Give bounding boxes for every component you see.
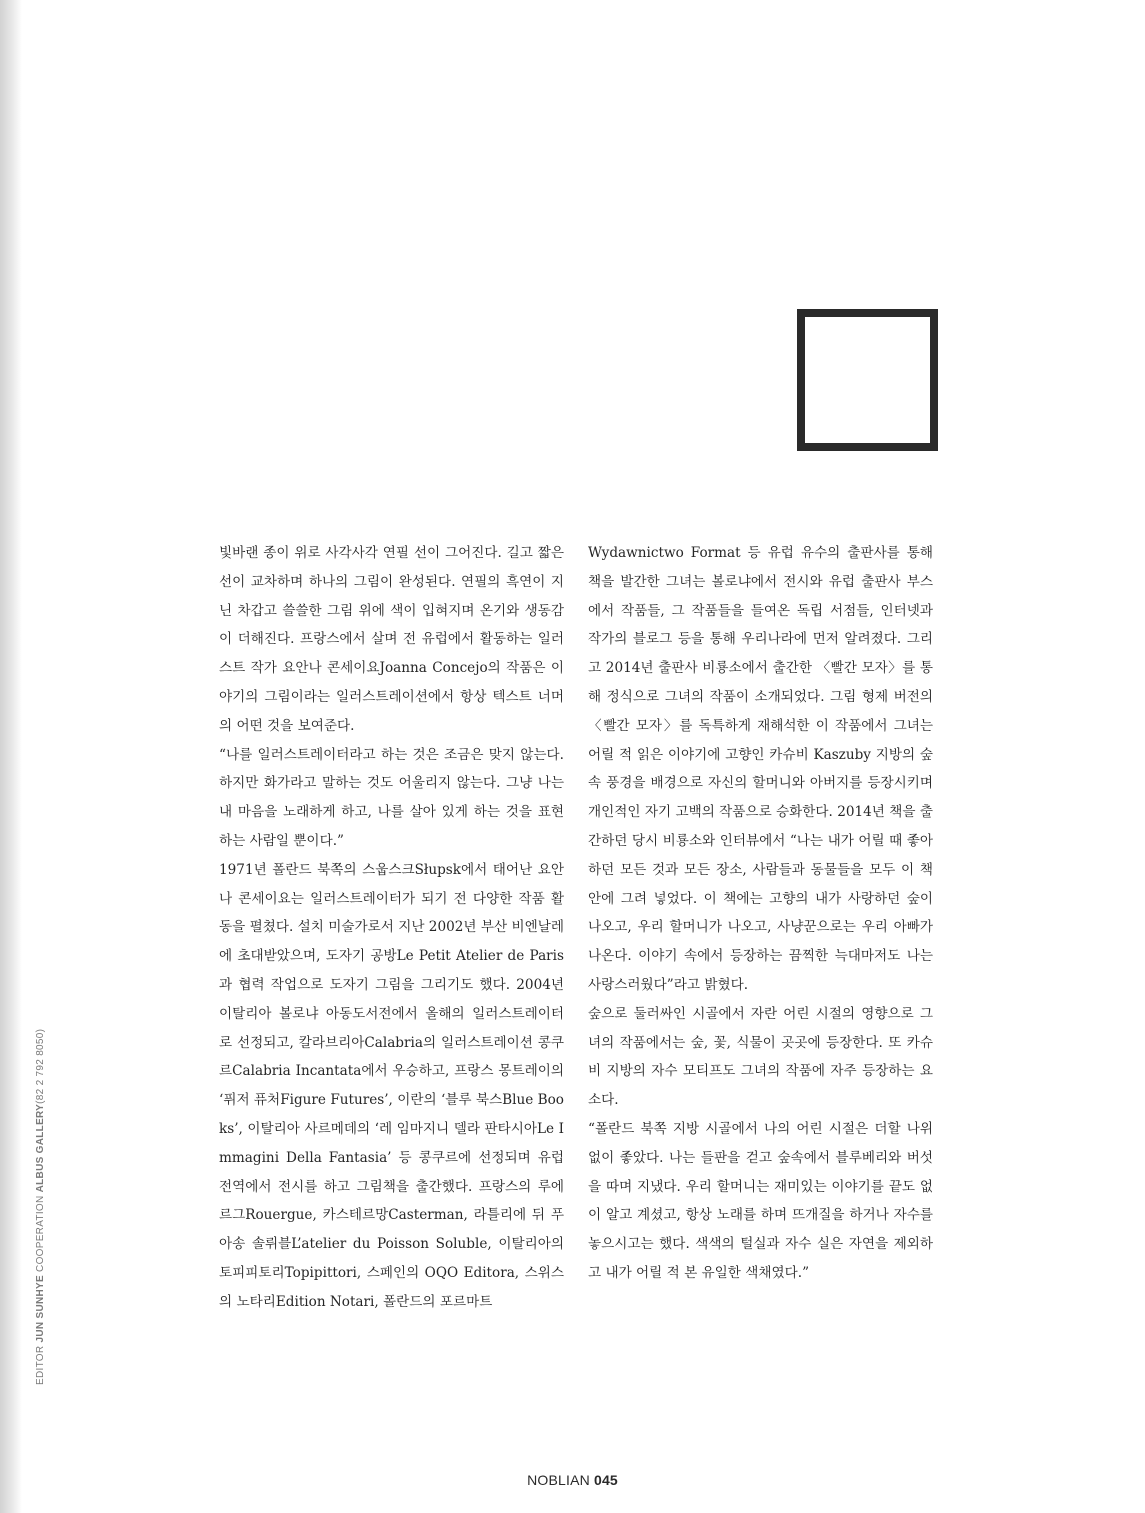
body-paragraph: 숲으로 둘러싸인 시골에서 자란 어린 시절의 영향으로 그녀의 작품에서는 숲, 꽃, 식물이 곳곳에 등장한다. 또 카슈비 지방의 자수 모티프도 그녀의 작품에 자주 등장하는 요소다. xyxy=(588,1005,933,1109)
side-credit xyxy=(35,1029,46,1385)
magazine-name: NOBLIAN xyxy=(527,1472,590,1488)
cooperation-phone: (82 2 792 8050) xyxy=(35,1028,46,1104)
body-paragraph: “폴란드 북쪽 지방 시골에서 나의 어린 시절은 더할 나위 없이 좋았다. 나는 들판을 걷고 숲속에서 블루베리와 버섯을 따며 지냈다. 우리 할머니는 재미있는 이야기를 끝도 없이 알고 계셨고, 항상 노래를 하며 뜨개질을 하거나 자수를 놓으시고는 했다. 색색의 털실과 자수 실은 자연을 제외하고 내가 어릴 적 본 유일한 색채였다.” xyxy=(588,1120,933,1281)
cooperation-label: COOPERATION xyxy=(35,1195,46,1272)
body-paragraph: 빛바랜 종이 위로 사각사각 연필 선이 그어진다. 길고 짧은 선이 교차하며 하나의 그림이 완성된다. 연필의 흑연이 지닌 차갑고 쓸쓸한 그림 위에 색이 입혀지며 온기와 생동감이 더해진다. 프랑스에서 살며 전 유럽에서 활동하는 일러스트 작가 요안나 콘세이요Joanna Concejo의 작품은 이야기의 그림이라는 일러스트레이션에서 항상 텍스트 너머의 어떤 것을 보여준다. xyxy=(219,545,564,734)
body-paragraph: Wydawnictwo Format 등 유럽 유수의 출판사를 통해 책을 발간한 그녀는 볼로냐에서 전시와 유럽 출판사 부스에서 작품들, 그 작품들을 들여온 독립 서점들, 인터넷과 작가의 블로그 등을 통해 우리나라에 먼저 알려졌다. 그리고 2014년 출판사 비룡소에서 출간한 〈빨간 모자〉를 통해 정식으로 그녀의 작품이 소개되었다. 그림 형제 버전의 〈빨간 모자〉를 독특하게 재해석한 이 작품에서 그녀는 어릴 적 읽은 이야기에 고향인 카슈비 Kaszuby 지방의 숲속 풍경을 배경으로 자신의 할머니와 아버지를 등장시키며 개인적인 자기 고백의 작품으로 승화한다. 2014년 책을 출간하던 당시 비룡소와 인터뷰에서 “나는 내가 어릴 때 좋아하던 모든 것과 모든 장소, 사람들과 동물들을 모두 이 책 안에 그려 넣었다. 이 책에는 고향의 내가 사랑하던 숲이 나오고, 우리 할머니가 나오고, 사냥꾼으로는 우리 아빠가 나온다. 이야기 속에서 등장하는 끔찍한 늑대마저도 나는 사랑스러웠다”라고 밝혔다. xyxy=(588,545,933,993)
editor-name: JUN SUNHYE xyxy=(35,1275,46,1343)
page-number: 045 xyxy=(593,1472,618,1488)
left-text-column xyxy=(219,539,564,1317)
page-gutter-shadow xyxy=(0,0,22,1513)
page-footer xyxy=(0,1472,1145,1488)
editor-label: EDITOR xyxy=(35,1345,46,1385)
cooperation-name: ALBUS GALLERY xyxy=(35,1103,46,1193)
right-text-column xyxy=(588,539,933,1288)
body-paragraph: “나를 일러스트레이터라고 하는 것은 조금은 맞지 않는다. 하지만 화가라고 말하는 것도 어울리지 않는다. 그냥 나는 내 마음을 노래하게 하고, 나를 살아 있게 하는 것을 표현하는 사람일 뿐이다.” xyxy=(219,746,564,849)
body-paragraph: 1971년 폴란드 북쪽의 스웁스크Słupsk에서 태어난 요안나 콘세이요는 일러스트레이터가 되기 전 다양한 작품 활동을 펼쳤다. 설치 미술가로서 지난 2002년 부산 비엔날레에 초대받았으며, 도자기 공방Le Petit Atelier de Paris과 협력 작업으로 도자기 그림을 그리기도 했다. 2004년 이탈리아 볼로냐 아동도서전에서 올해의 일러스트레이터로 선정되고, 칼라브리아Calabria의 일러스트레이션 콩쿠르Calabria Incantata에서 우승하고, 프랑스 몽트레이의 ‘퓌저 퓨처Figure Futures’, 이란의 ‘블루 북스Blue Books’, 이탈리아 사르메데의 ‘레 임마지니 델라 판타시아Le Immagini Della Fantasia’ 등 콩쿠르에 선정되며 유럽 전역에서 전시를 하고 그림책을 출간했다. 프랑스의 루에르그Rouergue, 카스테르망Casterman, 라틀리에 뒤 푸아송 솔뤼블L’atelier du Poisson Soluble, 이탈리아의 토피피토리Topipittori, 스페인의 OQO Editora, 스위스의 노타리Edition Notari, 폴란드의 포르마트 xyxy=(219,861,564,1310)
square-frame-graphic xyxy=(797,309,938,451)
